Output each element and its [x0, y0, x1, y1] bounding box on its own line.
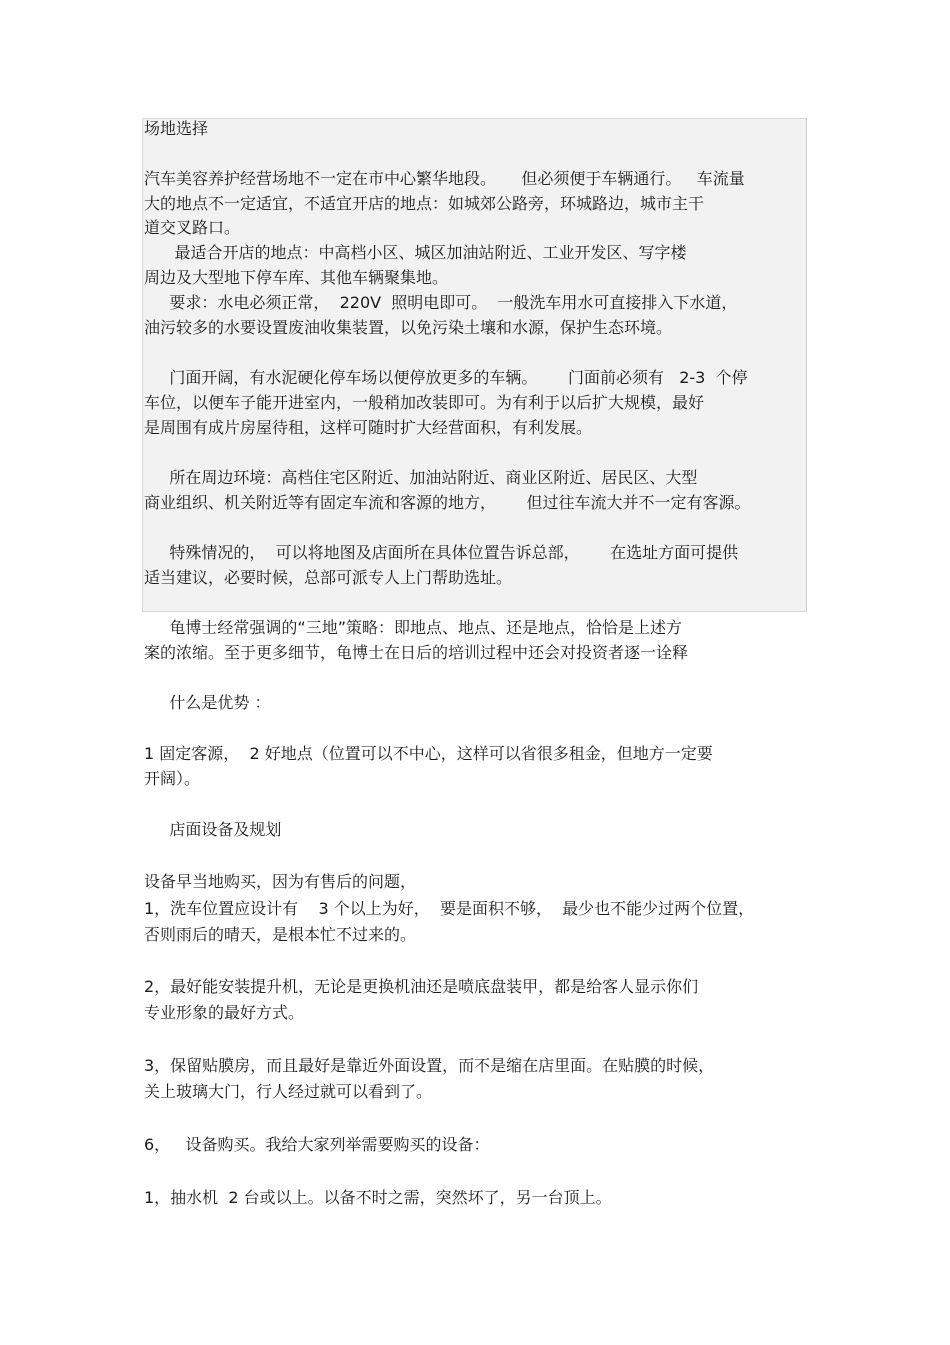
subheading-advantages: 什么是优势 ： — [144, 693, 271, 712]
paragraph-line: 龟博士经常强调的“三地”策略：即地点、地点、还是地点，恰恰是上述方 — [144, 618, 683, 637]
paragraph-line: 是周围有成片房屋待租，这样可随时扩大经营面积，有利发展。 — [144, 418, 593, 437]
paragraph-line: 门面开阔，有水泥硬化停车场以便停放更多的车辆。 门面前必须有 2-3 个停 — [144, 368, 748, 387]
paragraph-line: 汽车美容养护经营场地不一定在市中心繁华地段。 但必须便于车辆通行。 车流量 — [144, 169, 745, 188]
paragraph-line: 大的地点不一定适宜，不适宜开店的地点：如城郊公路旁，环城路边，城市主干 — [144, 194, 705, 213]
section-heading-site-selection: 场地选择 — [144, 119, 209, 138]
paragraph-line: 1 固定客源， 2 好地点（位置可以不中心，这样可以省很多租金，但地方一定要 — [144, 744, 713, 763]
paragraph-line: 车位，以便车子能开进室内，一般稍加改装即可。为有利于以后扩大规模，最好 — [144, 393, 705, 412]
paragraph-line: 周边及大型地下停车库、其他车辆聚集地。 — [144, 268, 449, 287]
list-item-line: 否则雨后的晴天，是根本忙不过来的。 — [144, 925, 417, 944]
list-item-line: 6， 设备购买。我给大家列举需要购买的设备： — [144, 1135, 490, 1154]
list-item-line: 专业形象的最好方式。 — [144, 1003, 305, 1022]
paragraph-line: 设备早当地购买，因为有售后的问题， — [144, 872, 417, 891]
list-item-line: 2，最好能安装提升机，无论是更换机油还是喷底盘装甲，都是给客人显示你们 — [144, 977, 699, 996]
paragraph-line: 油污较多的水要设置废油收集装置，以免污染土壤和水源，保护生态环境。 — [144, 318, 673, 337]
paragraph-line: 所在周边环境：高档住宅区附近、加油站附近、商业区附近、居民区、大型 — [144, 468, 698, 487]
paragraph-line: 案的浓缩。至于更多细节，龟博士在日后的培训过程中还会对投资者逐一诠释 — [144, 643, 689, 662]
list-item-line: 3，保留贴膜房，而且最好是靠近外面设置，而不是缩在店里面。在贴膜的时候， — [144, 1056, 715, 1075]
subheading-store-equipment: 店面设备及规划 — [144, 820, 282, 839]
list-item-line: 1，抽水机 2 台或以上。以备不时之需，突然坏了，另一台顶上。 — [144, 1188, 612, 1207]
paragraph-line: 要求：水电必须正常， 220V 照明电即可。 一般洗车用水可直接排入下水道， — [144, 293, 738, 312]
paragraph-line: 道交叉路口。 — [144, 218, 241, 237]
paragraph-line: 开阔）。 — [144, 769, 201, 788]
list-item-line: 关上玻璃大门，行人经过就可以看到了。 — [144, 1082, 433, 1101]
list-item-line: 1，洗车位置应设计有 3 个以上为好， 要是面积不够， 最少也不能少过两个位置， — [144, 899, 755, 918]
paragraph-line: 商业组织、机关附近等有固定车流和客源的地方， 但过往车流大并不一定有客源。 — [144, 493, 751, 512]
paragraph-line: 适当建议，必要时候，总部可派专人上门帮助选址。 — [144, 568, 513, 587]
paragraph-line: 最适合开店的地点：中高档小区、城区加油站附近、工业开发区、写字楼 — [144, 243, 687, 262]
paragraph-line: 特殊情况的， 可以将地图及店面所在具体位置告诉总部， 在选址方面可提供 — [144, 543, 739, 562]
